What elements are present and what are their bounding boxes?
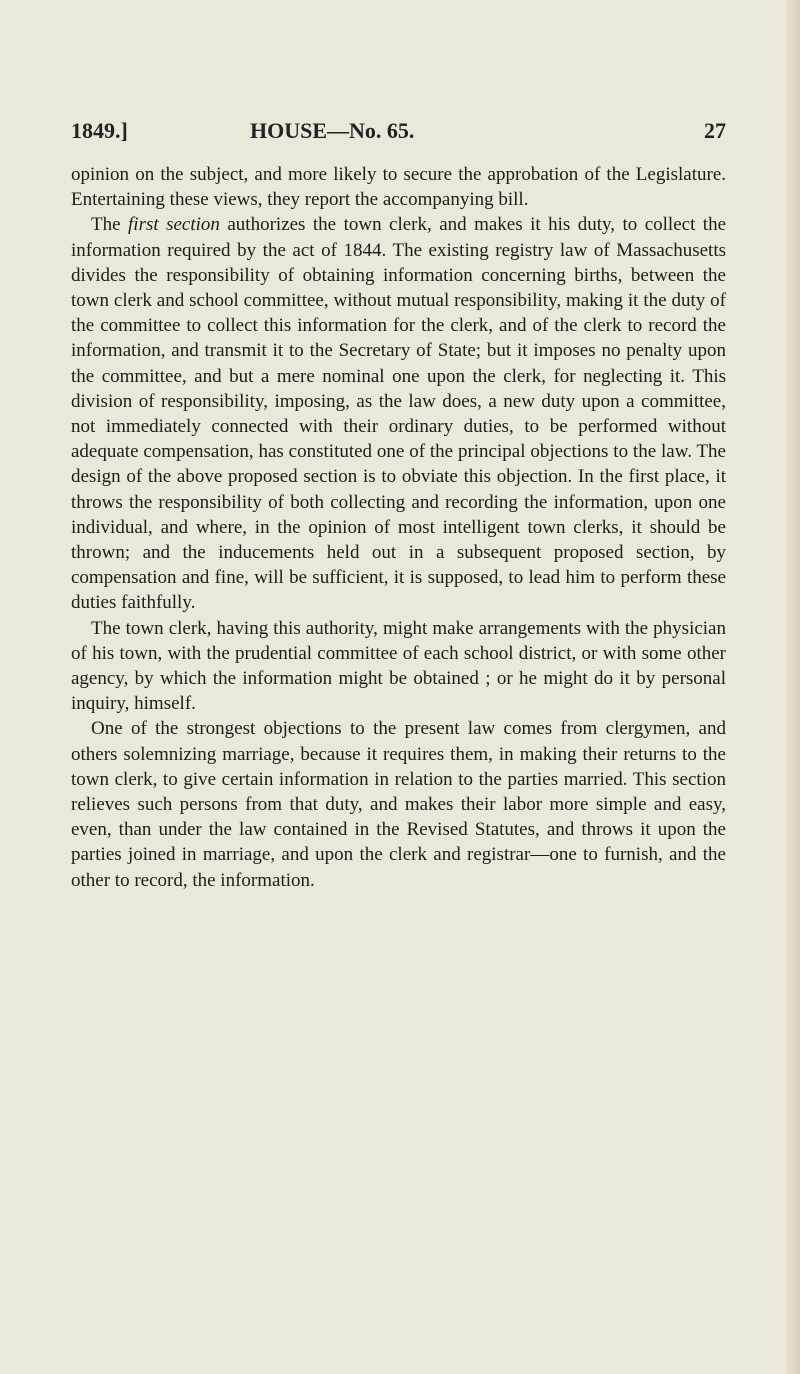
paragraph-1-text: opinion on the subject, and more likely to secure the approbation of the Legislature. Entertaining these views, they report the accompanying bill. [71,164,726,211]
paragraph-2-lead: The [91,214,121,236]
paragraph-2-text: authorizes the town clerk, and makes it his duty, to collect the information required by the act of 1844. The existing registry law of Massachusetts divides the responsibility of obtaining information concerning births, between the town clerk and school committee, without mutual responsibility, making it the duty of the committee to collect this information for the clerk, and of the clerk to record the information, and transmit it to the Secretary of State; but it imposes no penalty upon the committee, and but a mere nominal one upon the clerk, for neglecting it. This division of responsibility, imposing, as the law does, a new duty upon a committee, not immediately connected with their ordinary duties, to be performed without adequate compensation, has constituted one of the principal objections to the law. The design of the above proposed section is to obviate this objection. In the first place, it throws the responsibility of both collecting and recording the information, upon one individual, and where, in the opinion of most intelligent town clerks, it should be thrown; and the inducements held out in a subsequent proposed section, by compensation and fine, will be sufficient, it is supposed, to lead him to perform these duties faithfully. [71,214,727,614]
paragraph-2 [71,212,726,615]
header-year: 1849.] [71,118,128,143]
body-text [71,162,726,893]
header-title: HOUSE—No. 65. [250,118,415,143]
paragraph-3 [71,616,726,717]
paragraph-4 [71,716,726,892]
running-header [71,118,726,148]
paragraph-1 [71,162,726,212]
paragraph-4-text: One of the strongest objections to the present law comes from clergymen, and others solemnizing marriage, because it requires them, in making their returns to the town clerk, to give certain information in relation to the parties married. This section relieves such persons from that duty, and makes their labor more simple and easy, even, than under the law contained in the Revised Statutes, and throws it upon the parties joined in marriage, and upon the clerk and registrar—one to furnish, and the other to record, the information. [71,718,726,891]
header-page-number: 27 [704,118,726,143]
page-edge-shadow [786,0,800,1374]
paragraph-2-emphasis: first section [128,214,220,236]
paragraph-3-text: The town clerk, having this authority, might make arrangements with the physician of his town, with the prudential committee of each school district, or with some other agency, by which the information might be obtained ; or he might do it by personal inquiry, himself. [71,617,726,715]
